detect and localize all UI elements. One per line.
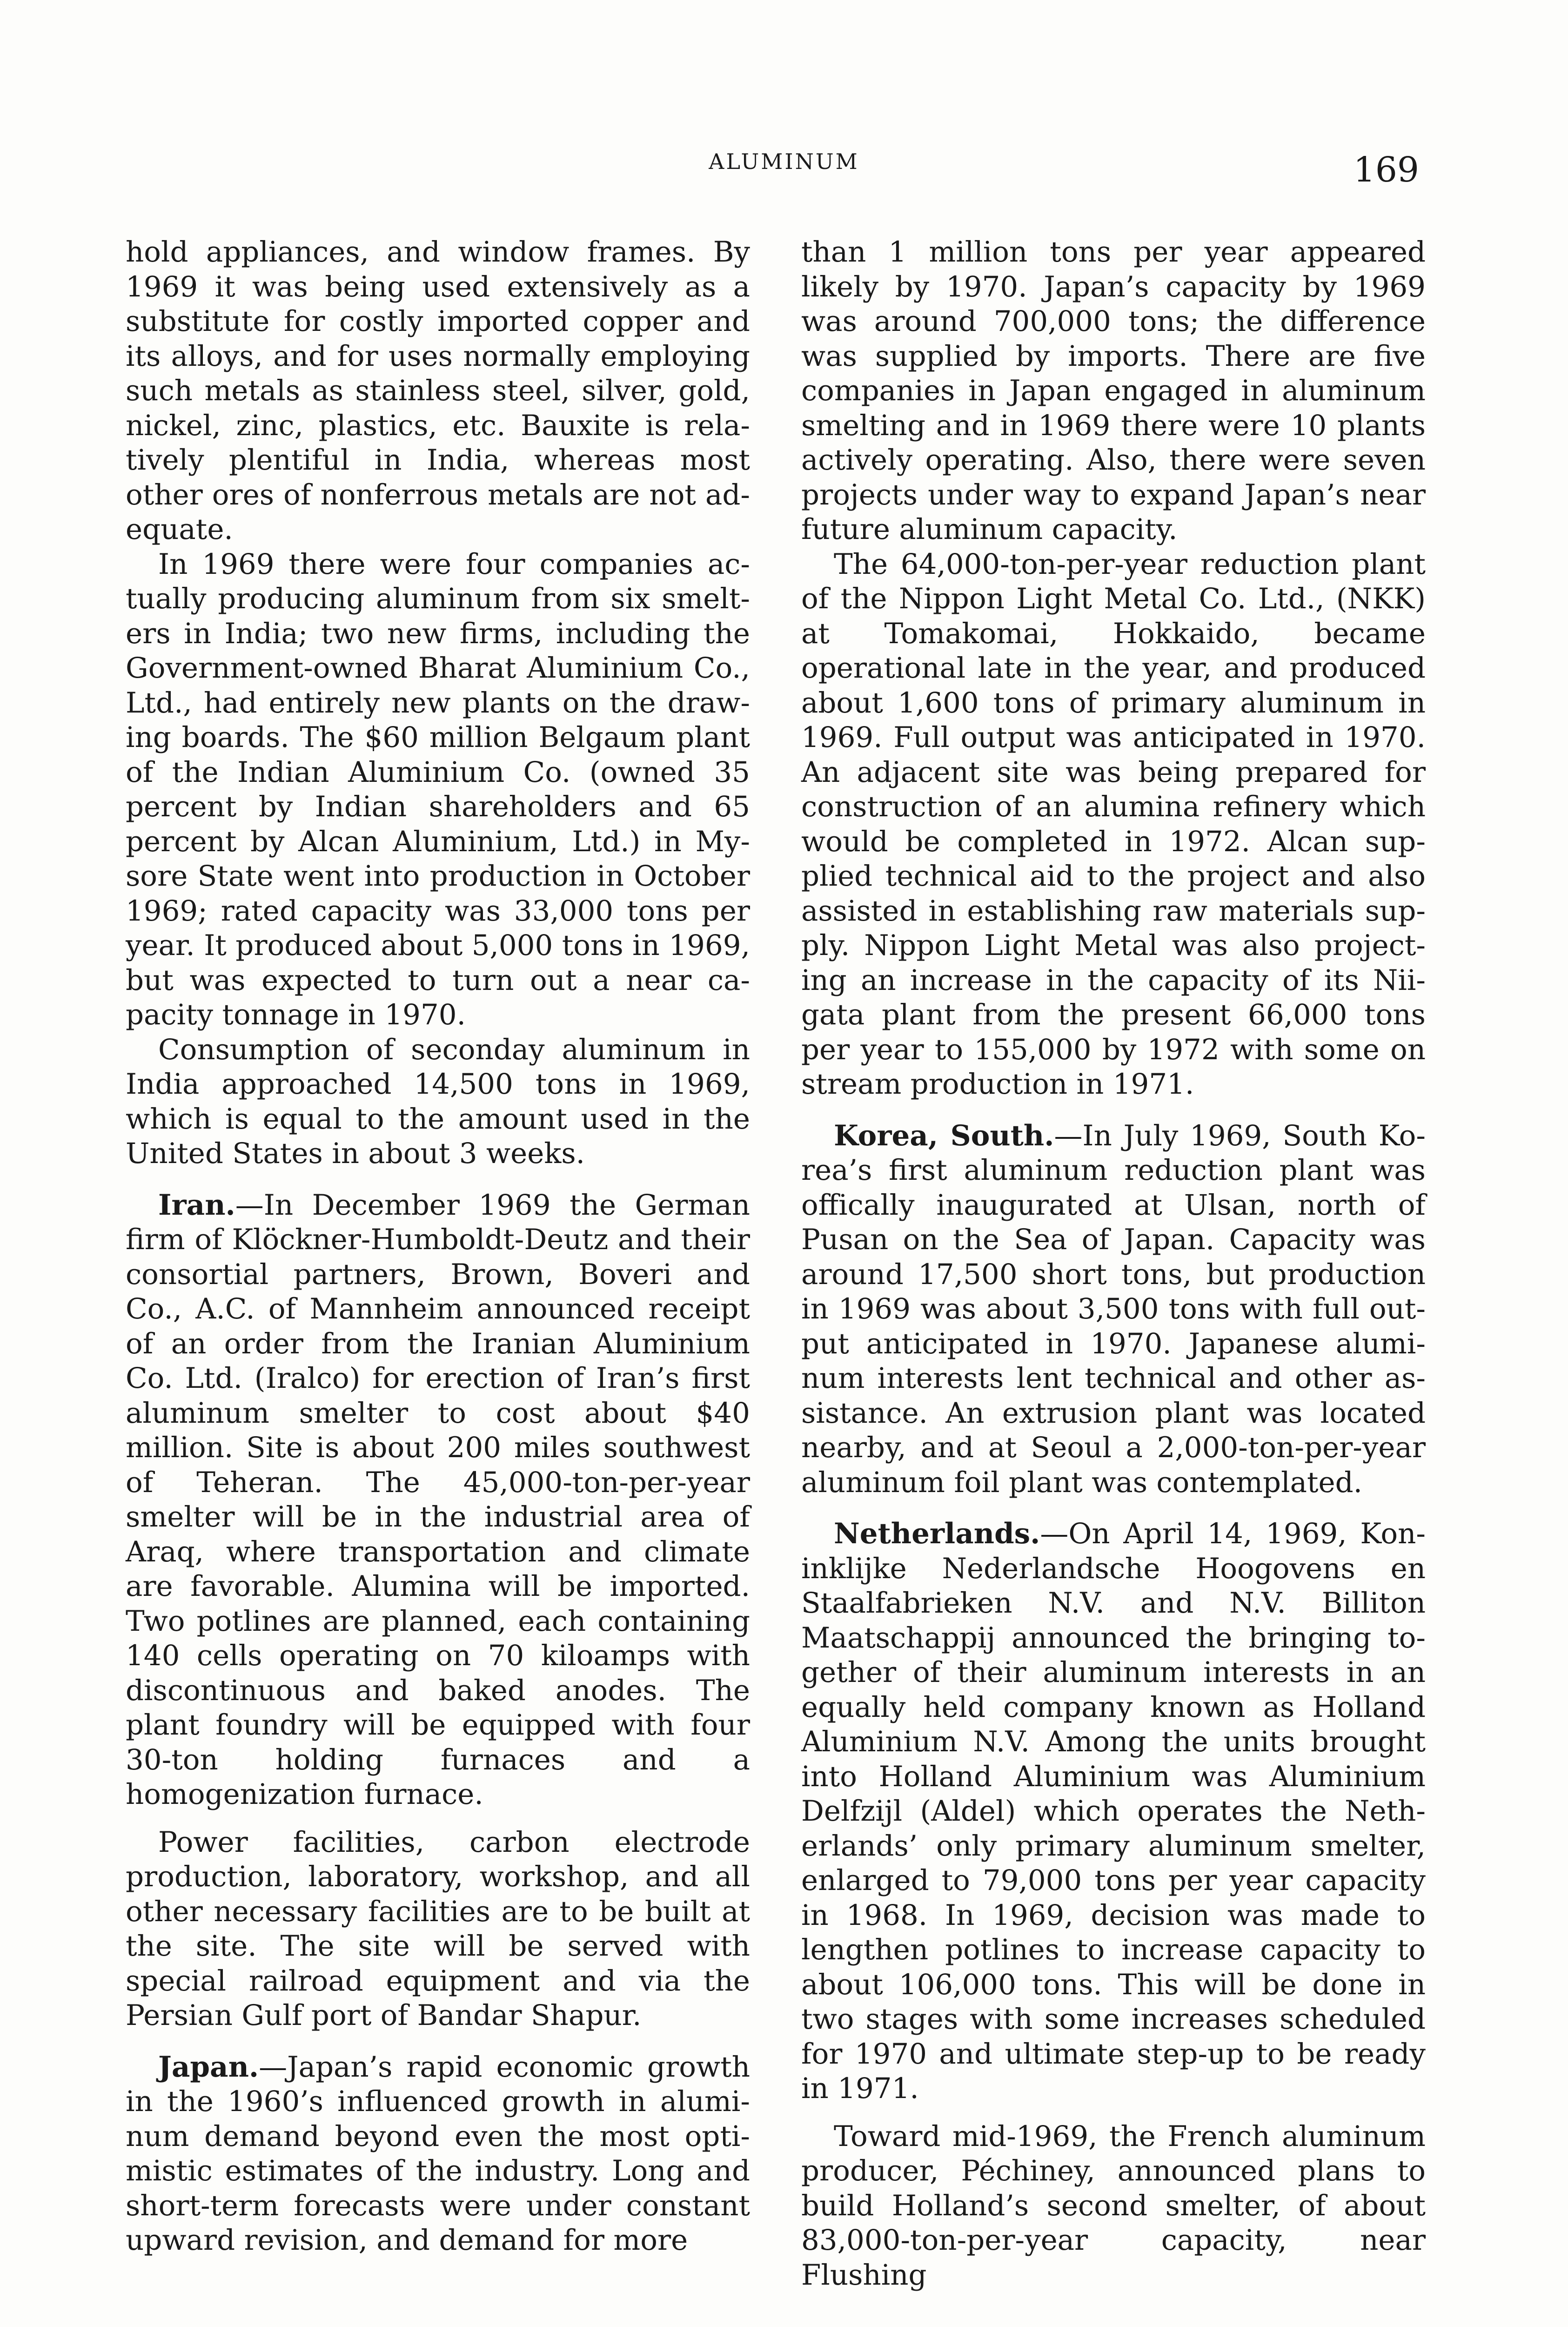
japan-text-1: —Japan’s rapid economic growth in the 1960’s influenced growth in aluminum demand beyond even the most optimistic estimates of the industry. Long and short-term forecasts were under constant upward revision, and demand for more	[126, 2050, 750, 2257]
left-column	[126, 235, 750, 2258]
japan-paragraph-continued: than 1 million tons per year appeared likely by 1970. Japan’s capacity by 1969 was around 700,000 tons; the difference was supplied by imports. There are five companies in Japan engaged in aluminum smelting and in 1969 there were 10 plants actively operating. Also, there were seven projects under way to expand Japan’s near future aluminum capacity.	[801, 235, 1426, 546]
netherlands-text-1: —On April 14, 1969, Koninklijke Nederlandsche Hoogovens en Staalfabrieken N.V. and N.V. Billiton Maatschappij announced the bringing together of their aluminum interests in an equally held company known as Holland Aluminium N.V. Among the units brought into Holland Aluminium was Aluminium Delfzijl (Aldel) which operates the Netherlands’ only primary aluminum smelter, enlarged to 79,000 tons per year capacity in 1968. In 1969, decision was made to lengthen potlines to increase capacity to about 106,000 tons. This will be done in two stages with some increases scheduled for 1970 and ultimate step-up to be ready in 1971.	[801, 1517, 1426, 2105]
india-paragraph-1: hold appliances, and window frames. By 1969 it was being used extensively as a substitute for costly imported copper and its alloys, and for uses normally employing such metals as stainless steel, silver, gold, nickel, zinc, plastics, etc. Bauxite is relatively plentiful in India, whereas most other ores of nonferrous metals are not adequate.	[126, 235, 750, 546]
india-paragraph-2: In 1969 there were four companies actually producing aluminum from six smelters in India; two new firms, including the Government-owned Bharat Aluminium Co., Ltd., had entirely new plants on the drawing boards. The $60 million Belgaum plant of the Indian Aluminium Co. (owned 35 percent by Indian shareholders and 65 percent by Alcan Aluminium, Ltd.) in Mysore State went into production in October 1969; rated capacity was 33,000 tons per year. It produced about 5,000 tons in 1969, but was expected to turn out a near capacity tonnage in 1970.	[126, 547, 750, 1031]
iran-paragraph-2: Power facilities, carbon electrode production, laboratory, workshop, and all other necessary facilities are to be built at the site. The site will be served with special railroad equipment and via the Persian Gulf port of Bandar Shapur.	[126, 1825, 750, 2032]
netherlands-paragraph-2: Toward mid-1969, the French aluminum producer, Péchiney, announced plans to build Holland’s second smelter, of about 83,000-ton-per-year capacity, near Flushing	[801, 2119, 1426, 2292]
korea-paragraph-1	[801, 1119, 1426, 1500]
page-number: 169	[1353, 150, 1419, 190]
netherlands-heading: Netherlands.	[834, 1517, 1040, 1550]
netherlands-paragraph-1	[801, 1517, 1426, 2106]
running-title: ALUMINUM	[709, 149, 859, 174]
right-column	[801, 235, 1426, 2293]
korea-heading: Korea, South.	[834, 1119, 1054, 1152]
india-paragraph-3: Consumption of seconday aluminum in India approached 14,500 tons in 1969, which is equal to the amount used in the United States in about 3 weeks.	[126, 1033, 750, 1170]
japan-paragraph-2: The 64,000-ton-per-year reduction plant of the Nippon Light Metal Co. Ltd., (NKK) at Tomakomai, Hokkaido, became operational late in the year, and produced about 1,600 tons of primary aluminum in 1969. Full output was anticipated in 1970. An adjacent site was being prepared for construction of an alumina refinery which would be completed in 1972. Alcan supplied technical aid to the project and also assisted in establishing raw materials supply. Nippon Light Metal was also projecting an increase in the capacity of its Niigata plant from the present 66,000 tons per year to 155,000 by 1972 with some on stream production in 1971.	[801, 547, 1426, 1101]
korea-text-1: —In July 1969, South Korea’s first aluminum reduction plant was offically inaugurated at Ulsan, north of Pusan on the Sea of Japan. Capacity was around 17,500 short tons, but production in 1969 was about 3,500 tons with full output anticipated in 1970. Japanese aluminum interests lent technical and other assistance. An extrusion plant was located nearby, and at Seoul a 2,000-ton-per-year aluminum foil plant was contemplated.	[801, 1119, 1426, 1499]
iran-heading: Iran.	[158, 1188, 235, 1222]
japan-paragraph-1	[126, 2050, 750, 2258]
iran-text-1: —In December 1969 the German firm of Klöckner-Humboldt-Deutz and their consortial partners, Brown, Boveri and Co., A.C. of Mannheim announced receipt of an order from the Iranian Aluminium Co. Ltd. (Iralco) for erection of Iran’s first aluminum smelter to cost about $40 million. Site is about 200 miles southwest of Teheran. The 45,000-ton-per-year smelter will be in the industrial area of Araq, where transportation and climate are favorable. Alumina will be imported. Two potlines are planned, each containing 140 cells operating on 70 kiloamps with discontinuous and baked anodes. The plant foundry will be equipped with four 30-ton holding furnaces and a homogenization furnace.	[126, 1188, 750, 1811]
iran-paragraph-1	[126, 1188, 750, 1812]
japan-heading: Japan.	[158, 2050, 259, 2084]
